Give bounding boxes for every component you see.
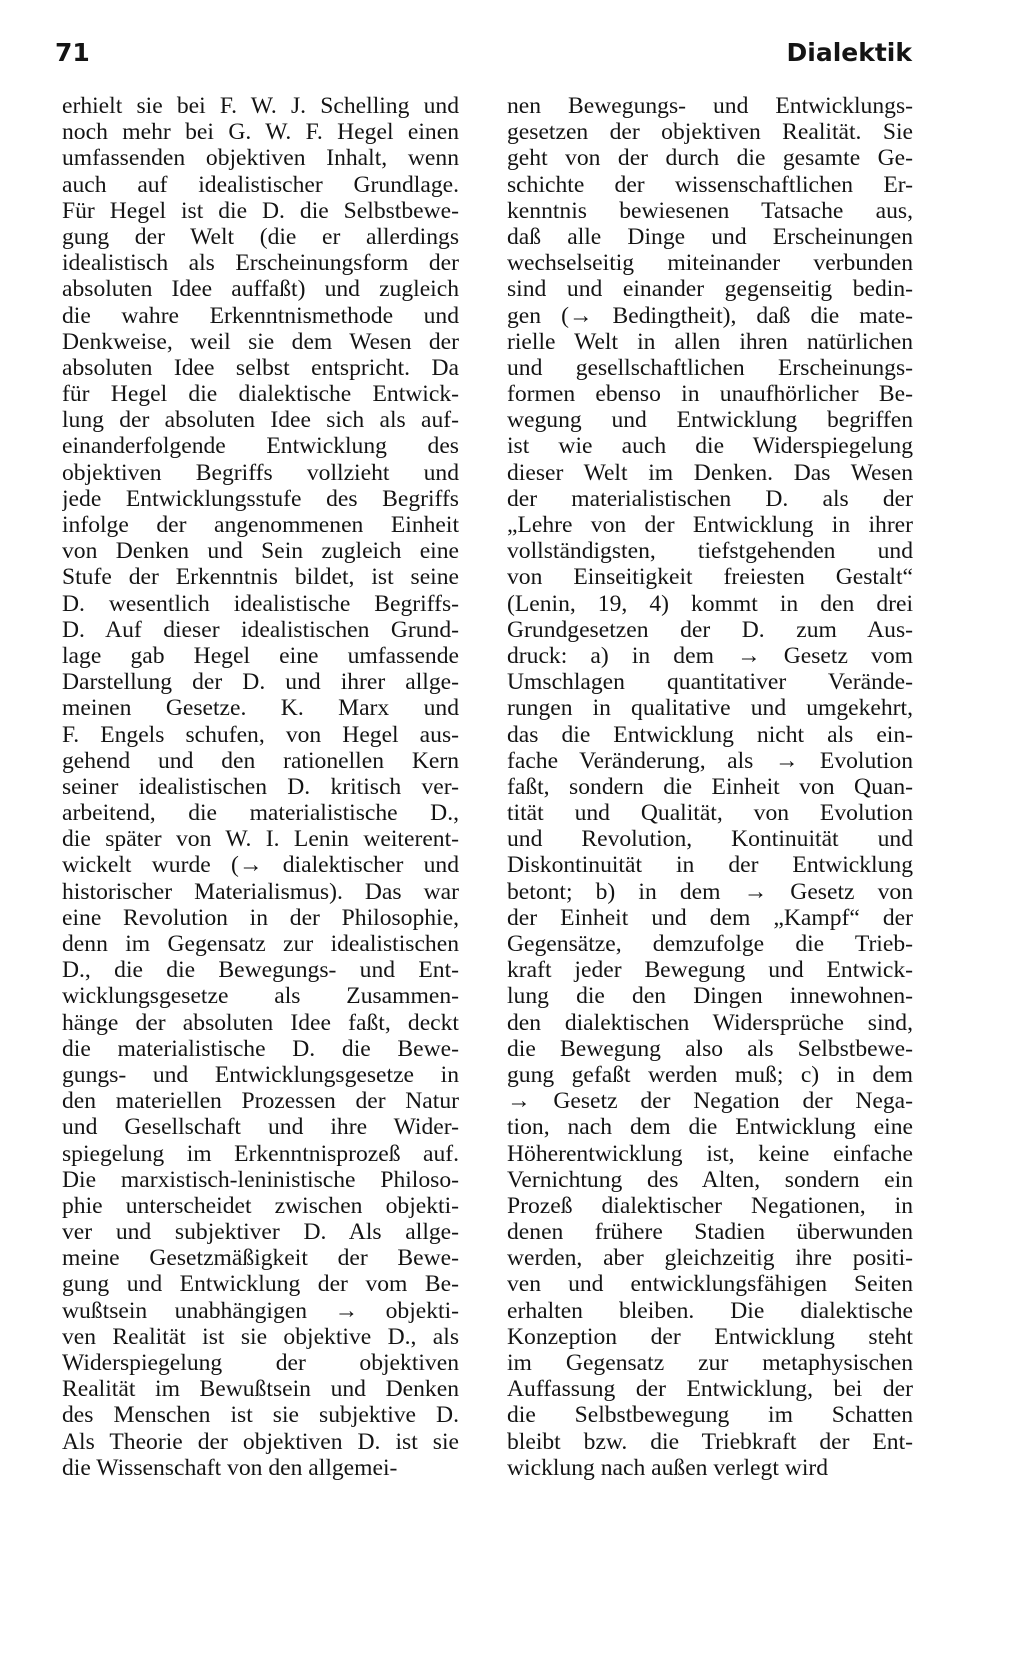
text-line: von Denken und Sein zugleich eine: [62, 538, 459, 565]
text-line: spiegelung im Erkenntnisprozeß auf.: [62, 1140, 459, 1167]
text-line: D. wesentlich idealistische Begriffs-: [62, 590, 459, 617]
text-line: gung und Entwicklung der vom Be-: [62, 1271, 459, 1298]
text-line: gesetzen der objektiven Realität. Sie: [507, 119, 913, 146]
text-line: die später von W. I. Lenin weiterent-: [62, 826, 459, 853]
text-line: wickelt wurde (→ dialektischer und: [62, 852, 459, 879]
text-line: bleibt bzw. die Triebkraft der Ent-: [507, 1428, 913, 1455]
text-line: (Lenin, 19, 4) kommt in den drei: [507, 590, 913, 617]
text-line: denn im Gegensatz zur idealistischen: [62, 931, 459, 957]
text-line: Diskontinuität in der Entwicklung: [507, 852, 913, 879]
text-line: ven Realität ist sie objektive D., als: [62, 1323, 459, 1350]
text-line: F. Engels schufen, von Hegel aus-: [62, 721, 459, 748]
text-line: phie unterscheidet zwischen objekti-: [62, 1192, 459, 1219]
text-line: Realität im Bewußtsein und Denken: [62, 1376, 459, 1403]
text-line: D., die die Bewegungs- und Ent-: [62, 957, 459, 984]
text-line: kraft jeder Bewegung und Entwick-: [507, 957, 913, 984]
text-line: erhalten bleiben. Die dialektische: [507, 1297, 913, 1324]
text-line: druck: a) in dem → Gesetz vom: [507, 642, 913, 669]
text-line: noch mehr bei G. W. F. Hegel einen: [62, 119, 459, 146]
text-line: und Gesellschaft und ihre Wider-: [62, 1114, 459, 1141]
text-line: Umschlagen quantitativer Verände-: [507, 669, 913, 696]
left-column: [62, 93, 459, 1481]
text-line: werden, aber gleichzeitig ihre positi-: [507, 1245, 913, 1272]
text-line: und Revolution, Kontinuität und: [507, 826, 913, 853]
text-line: idealistisch als Erscheinungsform der: [62, 250, 459, 277]
text-line: absoluten Idee selbst entspricht. Da: [62, 354, 459, 381]
text-line: Prozeß dialektischer Negationen, in: [507, 1192, 913, 1219]
text-line: wechselseitig miteinander verbunden: [507, 250, 913, 277]
text-line: lung der absoluten Idee sich als auf-: [62, 407, 459, 434]
text-line: den materiellen Prozessen der Natur: [62, 1088, 459, 1115]
text-line: Höherentwicklung ist, keine einfache: [507, 1140, 913, 1167]
text-line: wegung und Entwicklung begriffen: [507, 407, 913, 434]
text-line: schichte der wissenschaftlichen Er-: [507, 171, 913, 198]
text-line: einanderfolgende Entwicklung des: [62, 433, 459, 460]
text-line: Als Theorie der objektiven D. ist sie: [62, 1428, 459, 1455]
text-line: denen frühere Stadien überwunden: [507, 1219, 913, 1246]
text-line: tität und Qualität, von Evolution: [507, 800, 913, 827]
text-line: gung der Welt (die er allerdings: [62, 223, 459, 250]
text-line: gehend und den rationellen Kern: [62, 747, 459, 774]
text-line: ist wie auch die Widerspiegelung: [507, 433, 913, 460]
text-line: arbeitend, die materialistische D.,: [62, 800, 459, 827]
text-line: → Gesetz der Negation der Nega-: [507, 1088, 913, 1115]
text-line: für Hegel die dialektische Entwick-: [62, 381, 459, 408]
text-line: infolge der angenommenen Einheit: [62, 512, 459, 538]
text-line: D. Auf dieser idealistischen Grund-: [62, 616, 459, 643]
text-line: daß alle Dinge und Erscheinungen: [507, 223, 913, 250]
text-line: objektiven Begriffs vollzieht und: [62, 459, 459, 486]
text-line: dieser Welt im Denken. Das Wesen: [507, 459, 913, 486]
text-line: geht von der durch die gesamte Ge-: [507, 145, 913, 172]
text-line: faßt, sondern die Einheit von Quan-: [507, 773, 913, 800]
text-line: sind und einander gegenseitig bedin-: [507, 276, 913, 303]
text-line: Stufe der Erkenntnis bildet, ist seine: [62, 564, 459, 591]
text-line: betont; b) in dem → Gesetz von: [507, 878, 913, 905]
text-line: absoluten Idee auffaßt) und zugleich: [62, 276, 459, 303]
text-line: die wahre Erkenntnismethode und: [62, 302, 459, 329]
text-line: eine Revolution in der Philosophie,: [62, 904, 459, 931]
text-line: wicklung nach außen verlegt wird: [507, 1454, 829, 1481]
text-line: lung die den Dingen innewohnen-: [507, 983, 913, 1010]
text-line: die Bewegung also als Selbstbewe-: [507, 1035, 913, 1062]
text-line: Die marxistisch-leninistische Philoso-: [62, 1166, 459, 1193]
text-line: wußtsein unabhängigen → objekti-: [62, 1297, 459, 1324]
page-number: 71: [55, 38, 90, 67]
text-line: Für Hegel ist die D. die Selbstbewe-: [62, 197, 459, 224]
text-line: die Selbstbewegung im Schatten: [507, 1402, 913, 1429]
text-line: rungen in qualitative und umgekehrt,: [507, 695, 913, 722]
running-head: Dialektik: [786, 38, 912, 67]
text-line: Denkweise, weil sie dem Wesen der: [62, 328, 459, 355]
text-line: gen (→ Bedingtheit), daß die mate-: [507, 302, 913, 329]
text-line: formen ebenso in unaufhörlicher Be-: [507, 381, 913, 408]
text-line: rielle Welt in allen ihren natürlichen: [507, 328, 913, 355]
text-line: des Menschen ist sie subjektive D.: [62, 1402, 459, 1429]
text-line: Auffassung der Entwicklung, bei der: [507, 1376, 913, 1403]
text-line: Darstellung der D. und ihrer allge-: [62, 669, 459, 696]
text-line: meinen Gesetze. K. Marx und: [62, 695, 459, 722]
text-line: nen Bewegungs- und Entwicklungs-: [507, 93, 913, 119]
text-line: der materialistischen D. als der: [507, 485, 913, 512]
text-line: Widerspiegelung der objektiven: [62, 1350, 459, 1376]
text-line: Grundgesetzen der D. zum Aus-: [507, 616, 913, 643]
text-line: hänge der absoluten Idee faßt, deckt: [62, 1009, 459, 1036]
text-line: und gesellschaftlichen Erscheinungs-: [507, 354, 913, 381]
text-line: vollständigsten, tiefstgehenden und: [507, 538, 913, 565]
text-line: die Wissenschaft von den allgemei-: [62, 1454, 398, 1481]
text-line: erhielt sie bei F. W. J. Schelling und: [62, 93, 459, 119]
text-line: ven und entwicklungsfähigen Seiten: [507, 1271, 913, 1298]
text-line: tion, nach dem die Entwicklung eine: [507, 1114, 913, 1141]
text-line: Konzeption der Entwicklung steht: [507, 1323, 913, 1350]
text-line: den dialektischen Widersprüche sind,: [507, 1009, 913, 1036]
text-line: jede Entwicklungsstufe des Begriffs: [62, 485, 459, 512]
text-line: historischer Materialismus). Das war: [62, 878, 459, 905]
text-line: im Gegensatz zur metaphysischen: [507, 1350, 913, 1376]
text-line: „Lehre von der Entwicklung in ihrer: [507, 512, 913, 538]
text-line: umfassenden objektiven Inhalt, wenn: [62, 145, 459, 172]
text-line: der Einheit und dem „Kampf“ der: [507, 904, 913, 931]
text-line: wicklungsgesetze als Zusammen-: [62, 983, 459, 1010]
text-line: die materialistische D. die Bewe-: [62, 1035, 459, 1062]
text-line: Vernichtung des Alten, sondern ein: [507, 1166, 913, 1193]
text-line: lage gab Hegel eine umfassende: [62, 642, 459, 669]
right-column: [507, 93, 913, 1481]
text-line: von Einseitigkeit freiesten Gestalt“: [507, 564, 913, 591]
text-line: auch auf idealistischer Grundlage.: [62, 171, 459, 198]
text-line: meine Gesetzmäßigkeit der Bewe-: [62, 1245, 459, 1272]
text-line: Gegensätze, demzufolge die Trieb-: [507, 931, 913, 957]
text-line: das die Entwicklung nicht als ein-: [507, 721, 913, 748]
text-line: gung gefaßt werden muß; c) in dem: [507, 1061, 913, 1088]
text-line: gungs- und Entwicklungsgesetze in: [62, 1061, 459, 1088]
text-line: seiner idealistischen D. kritisch ver-: [62, 773, 459, 800]
text-line: kenntnis bewiesenen Tatsache aus,: [507, 197, 913, 224]
text-line: ver und subjektiver D. Als allge-: [62, 1219, 459, 1246]
text-line: fache Veränderung, als → Evolution: [507, 747, 913, 774]
